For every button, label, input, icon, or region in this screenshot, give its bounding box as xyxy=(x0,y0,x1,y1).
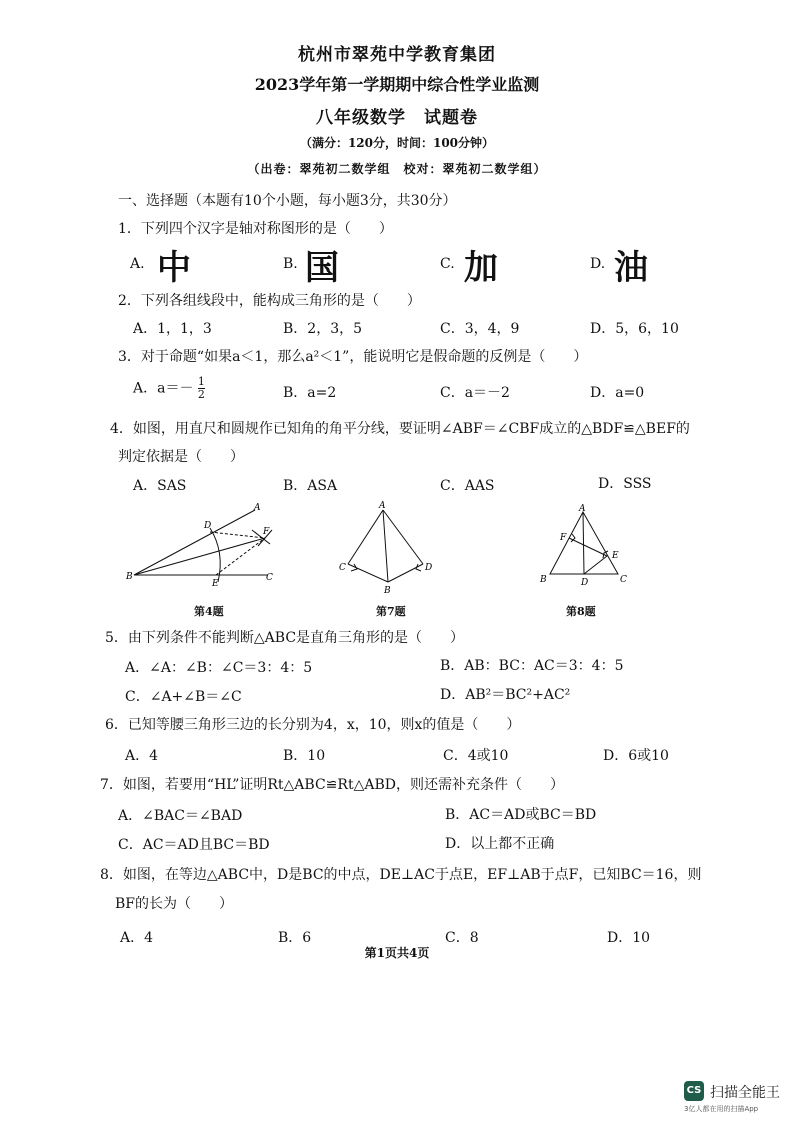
section-title: 一、选择题（本题有10个小题，每小题3分，共30分） xyxy=(118,193,457,209)
q1-option-d-char: 油 xyxy=(614,248,648,288)
fig7-right-angle-c xyxy=(351,564,357,571)
q3-option-a xyxy=(133,376,205,401)
q2-option-b: B．2，3，5 xyxy=(283,321,363,337)
q3-stem: 3．对于命题“如果a＜1，那么a²＜1”，能说明它是假命题的反例是（ ） xyxy=(118,349,588,365)
q6-option-a: A．4 xyxy=(125,748,159,764)
fig4-label-d: D xyxy=(204,521,212,531)
q4-stem-line1: 4．如图，用直尺和圆规作已知角的角平分线，要证明∠ABF＝∠CBF成立的△BDF≌△BEF的 xyxy=(110,421,690,437)
q2-stem: 2．下列各组线段中，能构成三角形的是（ ） xyxy=(118,293,421,309)
q8-stem-line2: BF的长为（ ） xyxy=(115,896,234,912)
fig4-dash-ef xyxy=(216,538,265,575)
q1-option-c-char: 加 xyxy=(464,248,498,288)
q7-option-b: B．AC＝AD或BC＝BD xyxy=(445,807,597,823)
q3-option-d: D．a=0 xyxy=(590,385,645,401)
fig4-ray-bf xyxy=(134,538,265,575)
q1-option-b-letter: B. xyxy=(283,256,298,272)
q3-option-b: B．a=2 xyxy=(283,385,337,401)
fig7-label-d: D xyxy=(425,563,433,573)
fig7-side-cb xyxy=(348,564,388,582)
q6-option-c: C．4或10 xyxy=(443,748,509,764)
q4-option-a: A．SAS xyxy=(133,478,187,494)
fig4-label-f: F xyxy=(263,527,270,537)
fig7-label-b: B xyxy=(384,586,391,596)
q1-option-c-letter: C. xyxy=(440,256,455,272)
fig7-label-c: C xyxy=(339,563,346,573)
q4-option-d: D．SSS xyxy=(598,476,652,492)
q2-option-d: D．5，6，10 xyxy=(590,321,679,337)
fig8-segment-ef xyxy=(569,538,607,556)
q3-option-c: C．a＝－2 xyxy=(440,385,510,401)
q4-stem-line2: 判定依据是（ ） xyxy=(118,449,244,465)
fig4-ray-ba xyxy=(134,510,255,575)
q8-option-a: A．4 xyxy=(120,930,154,946)
q4-option-b: B．ASA xyxy=(283,478,338,494)
fig8-label-b: B xyxy=(540,575,547,585)
q2-option-a: A．1，1，3 xyxy=(133,321,212,337)
scanner-logo: CS xyxy=(684,1081,704,1101)
q5-option-b: B．AB：BC：AC＝3：4：5 xyxy=(440,658,624,674)
paper-title: 八年级数学 试题卷 xyxy=(316,108,478,128)
fig8-label-d: D xyxy=(581,578,589,588)
q8-option-d: D．10 xyxy=(607,930,651,946)
figure-7-caption: 第7题 xyxy=(376,605,406,618)
scanner-app-name: 扫描全能王 xyxy=(710,1085,780,1101)
q1-option-a-char: 中 xyxy=(157,248,191,288)
q3-option-a-prefix: A．a＝－ xyxy=(133,380,194,397)
school-name: 杭州市翠苑中学教育集团 xyxy=(298,45,496,65)
q7-option-a: A．∠BAC＝∠BAD xyxy=(118,808,243,824)
fig4-label-c: C xyxy=(266,573,273,583)
q7-stem: 7．如图，若要用“HL”证明Rt△ABC≌Rt△ABD，则还需补充条件（ ） xyxy=(100,777,564,793)
q7-option-c: C．AC＝AD且BC＝BD xyxy=(118,837,270,853)
fig8-segment-ad xyxy=(583,512,584,574)
fig7-side-ab xyxy=(383,510,388,582)
scanner-tagline: 3亿人都在用的扫描App xyxy=(684,1105,759,1113)
fig4-arc xyxy=(210,528,220,582)
q6-stem: 6．已知等腰三角形三边的长分别为4，x，10，则x的值是（ ） xyxy=(105,717,521,733)
fig4-label-b: B xyxy=(126,572,133,582)
fig4-label-e: E xyxy=(212,579,219,589)
exam-authors: （出卷：翠苑初二数学组 校对：翠苑初二数学组） xyxy=(247,162,547,176)
fig7-side-db xyxy=(388,564,423,582)
fig7-label-a: A xyxy=(379,501,386,511)
q8-stem-line1: 8．如图，在等边△ABC中，D是BC的中点，DE⊥AC于点E，EF⊥AB于点F，已知BC＝16，则 xyxy=(100,867,702,883)
fig8-label-e: E xyxy=(612,551,619,561)
exam-info: （满分：120分，时间：100分钟） xyxy=(299,136,495,150)
q3-fraction-numerator: 1 xyxy=(197,375,205,388)
q2-option-c: C．3，4，9 xyxy=(440,321,520,337)
q8-option-c: C．8 xyxy=(445,930,479,946)
exam-title: 2023学年第一学期期中综合性学业监测 xyxy=(254,75,540,94)
q4-option-c: C．AAS xyxy=(440,478,495,494)
figure-8-caption: 第8题 xyxy=(566,605,596,618)
q3-option-a-fraction xyxy=(198,376,205,401)
q5-option-d: D．AB²＝BC²+AC² xyxy=(440,687,571,703)
q1-option-b-char: 国 xyxy=(305,248,339,288)
figure-8 xyxy=(536,498,636,598)
q5-option-a: A．∠A：∠B：∠C＝3：4：5 xyxy=(125,660,313,676)
figure-4 xyxy=(120,500,280,600)
q3-fraction-denominator: 2 xyxy=(197,388,205,401)
fig8-label-f: F xyxy=(560,533,567,543)
page-number: 第1页共4页 xyxy=(364,946,430,960)
q7-option-d: D．以上都不正确 xyxy=(445,836,555,852)
q1-option-d-letter: D. xyxy=(590,256,606,272)
fig8-segment-de xyxy=(584,556,607,574)
q1-option-a-letter: A. xyxy=(130,256,145,272)
q6-option-d: D．6或10 xyxy=(603,748,669,764)
q8-option-b: B．6 xyxy=(278,930,312,946)
fig7-side-ac xyxy=(348,510,383,564)
figure-4-caption: 第4题 xyxy=(194,605,224,618)
fig7-side-ad xyxy=(383,510,423,564)
figure-7 xyxy=(330,498,440,598)
fig4-label-a: A xyxy=(254,503,261,513)
fig4-dash-df xyxy=(210,532,265,538)
q5-stem: 5．由下列条件不能判断△ABC是直角三角形的是（ ） xyxy=(105,630,465,646)
fig8-label-a: A xyxy=(579,504,586,514)
q5-option-c: C．∠A+∠B＝∠C xyxy=(125,689,242,705)
q6-option-b: B．10 xyxy=(283,748,326,764)
fig8-label-c: C xyxy=(620,575,627,585)
q1-stem: 1．下列四个汉字是轴对称图形的是（ ） xyxy=(118,221,393,237)
